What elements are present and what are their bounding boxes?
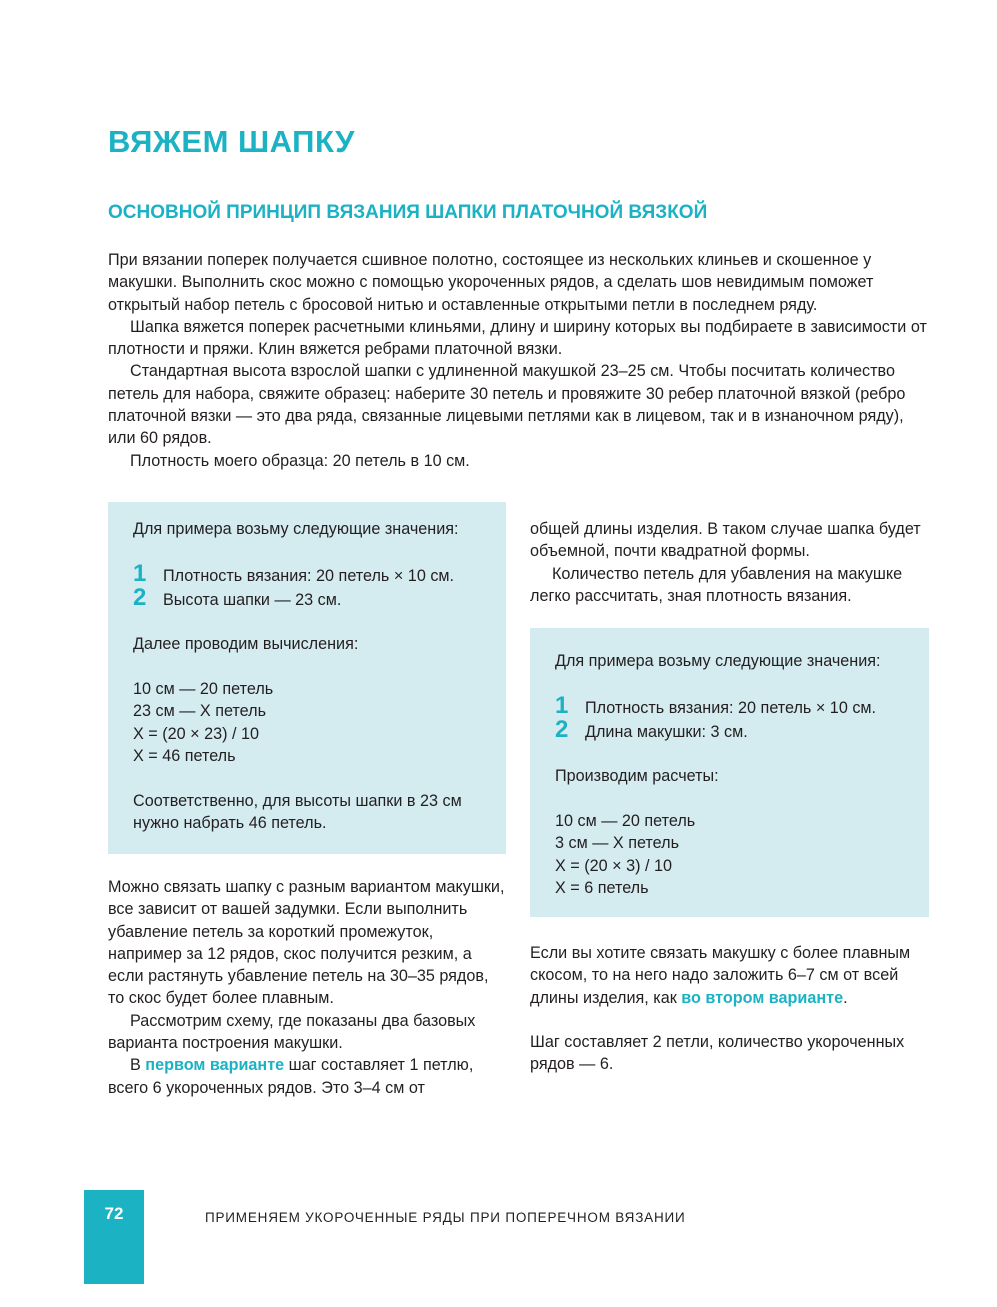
second-variant-link[interactable]: во втором варианте <box>681 988 844 1007</box>
page-title: ВЯЖЕМ ШАПКУ <box>108 124 355 159</box>
calc-line: Х = 46 петель <box>133 746 236 765</box>
text-run: Если вы хотите связать макушку с более плавным скосом, то на него надо заложить 6–7 см от всей длины изделия, как <box>530 944 911 1007</box>
first-variant-link[interactable]: первом варианте <box>145 1056 285 1075</box>
calc-line: 23 см — Х петель <box>133 702 267 721</box>
intro-paragraph: Шапка вяжется поперек расчетными клиньями, длину и ширину которых вы подбираете в зависимости от плотности и пряжи. Клин вяжется ребрами платочной вязки. <box>108 317 927 359</box>
running-title: ПРИМЕНЯЕМ УКОРОЧЕННЫЕ РЯДЫ ПРИ ПОПЕРЕЧНОМ ВЯЗАНИИ <box>205 1210 686 1225</box>
calc-label: Далее проводим вычисления: <box>133 635 359 654</box>
section-subtitle: ОСНОВНОЙ ПРИНЦИП ВЯЗАНИЯ ШАПКИ ПЛАТОЧНОЙ ВЯЗКОЙ <box>108 202 708 223</box>
body-paragraph: Можно связать шапку с разным вариантом макушки, все зависит от вашей задумки. Если выполнить убавление петель за короткий промежуток, например за 12 рядов, скос получится резким, а если растянуть убавление петель на 30–35 рядов, то скос будет более плавным. <box>108 878 505 1008</box>
item-text: Длина макушки: 3 см. <box>585 722 748 741</box>
calc-line: Х = 6 петель <box>555 878 649 897</box>
intro-paragraph: Плотность моего образца: 20 петель в 10 см. <box>130 451 470 470</box>
item-number: 1 <box>133 559 147 587</box>
left-column-text <box>108 876 508 1099</box>
text-run: . <box>843 988 848 1007</box>
example-box-height <box>108 502 506 854</box>
item-text: Плотность вязания: 20 петель × 10 см. <box>585 698 877 717</box>
numbered-item <box>555 691 929 719</box>
numbered-item <box>133 583 506 611</box>
body-paragraph <box>530 942 930 1009</box>
body-paragraph: общей длины изделия. В таком случае шапка будет объемной, почти квадратной формы. <box>530 520 921 561</box>
text-run: шаг составляет 1 петлю, всего 6 укороченных рядов. Это 3–4 см от <box>108 1056 474 1097</box>
calc-line: Х = (20 × 23) / 10 <box>133 724 259 743</box>
numbered-item <box>555 715 929 743</box>
numbered-item <box>133 559 506 587</box>
intro-paragraph: Стандартная высота взрослой шапки с удлиненной макушкой 23–25 см. Чтобы посчитать количество петель для набора, свяжите образец: наберите 30 петель и провяжите 30 ребер платочной вязкой (ребро платочной вязки — это два ряда, связанные лицевыми петлями как в лицевом, так и в изнаночном ряду), или 60 рядов. <box>108 362 906 448</box>
item-text: Плотность вязания: 20 петель × 10 см. <box>163 566 455 585</box>
text-run: В <box>130 1056 146 1075</box>
box-intro: Для примера возьму следующие значения: <box>133 520 459 538</box>
right-column-text <box>530 518 930 607</box>
item-number: 1 <box>555 691 569 719</box>
item-number: 2 <box>555 715 569 743</box>
calc-line: 3 см — Х петель <box>555 834 680 853</box>
calc-line: 10 см — 20 петель <box>555 812 696 831</box>
body-paragraph: Шаг составляет 2 петли, количество укороченных рядов — 6. <box>530 1033 905 1074</box>
body-paragraph: Рассмотрим схему, где показаны два базовых варианта построения макушки. <box>108 1011 476 1053</box>
calc-line: 10 см — 20 петель <box>133 680 274 699</box>
item-text: Высота шапки — 23 см. <box>163 590 342 609</box>
example-box-crown <box>530 628 929 917</box>
intro-paragraph: При вязании поперек получается сшивное полотно, состоящее из нескольких клиньев и скошенное у макушки. Выполнить скос можно с помощью укороченных рядов, а сделать шов невидимым поможет открытый набор петель с бросовой нитью и оставленные открытыми петли в последнем ряду. <box>108 251 874 314</box>
body-paragraph <box>108 1054 508 1099</box>
intro-text <box>108 249 928 472</box>
page-number: 72 <box>104 1204 124 1223</box>
box-conclusion: Соответственно, для высоты шапки в 23 см нужно набрать 46 петель. <box>133 791 462 832</box>
body-paragraph: Количество петель для убавления на макушке легко рассчитать, зная плотность вязания. <box>530 564 903 605</box>
item-number: 2 <box>133 583 147 611</box>
right-column-bottom-text <box>530 942 930 1076</box>
box-intro: Для примера возьму следующие значения: <box>555 652 881 670</box>
calc-label: Производим расчеты: <box>555 767 719 786</box>
calc-line: Х = (20 × 3) / 10 <box>555 856 672 875</box>
